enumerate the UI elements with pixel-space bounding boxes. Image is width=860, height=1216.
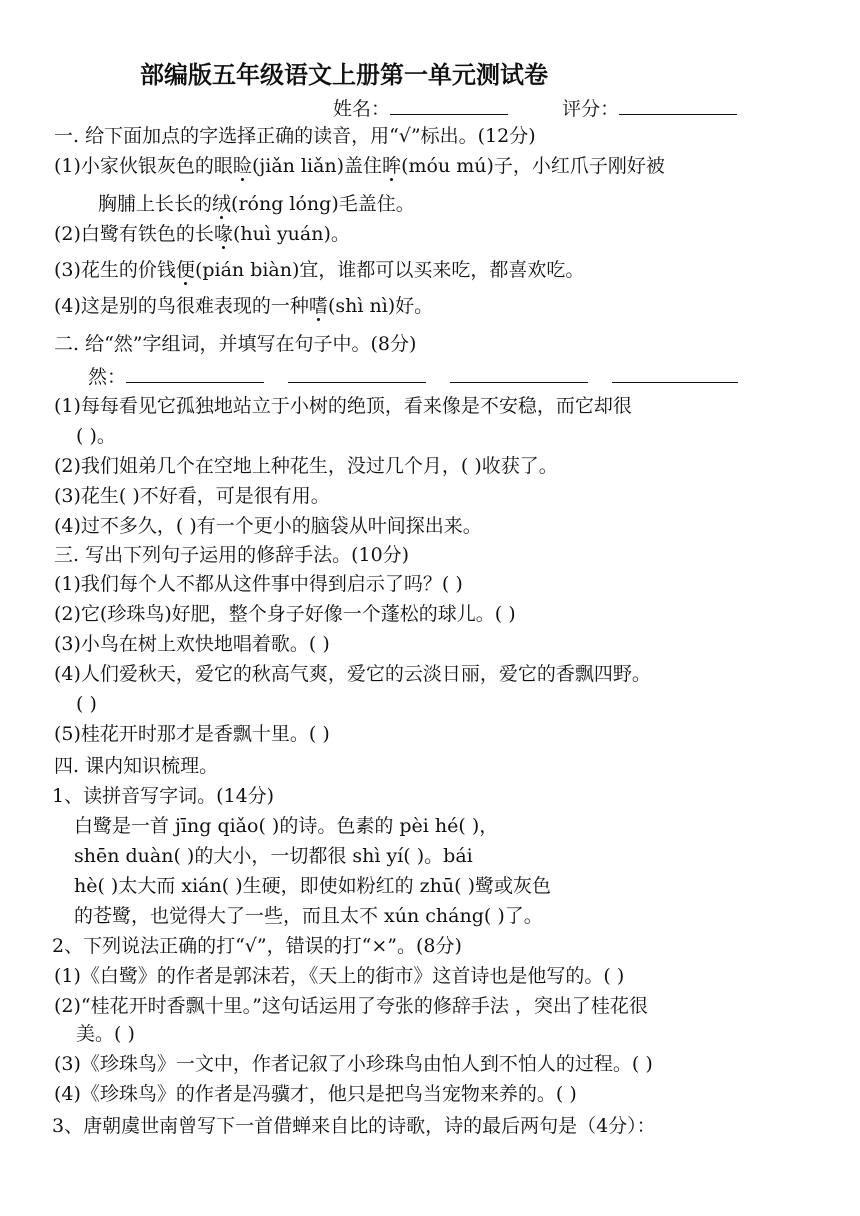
dotted-char: 便	[175, 259, 195, 281]
judge-question-1: (1)《白鹭》的作者是郭沫若，《天上的街市》这首诗也是他写的。( )	[54, 965, 625, 987]
s3-question-3: (3)小鸟在树上欢快地唱着歌。( )	[54, 633, 330, 655]
dotted-char: 嗜	[308, 295, 328, 317]
section-2-heading: 二. 给“然”字组词，并填写在句子中。(8分)	[54, 333, 417, 355]
dotted-char: 喙	[213, 223, 233, 245]
section-4-heading: 四. 课内知识梳理。	[54, 755, 219, 777]
section-3-heading: 三. 写出下列句子运用的修辞手法。(10分)	[54, 544, 410, 566]
s1-question-1-cont: 胸脯上长长的绒(róng lóng)毛盖住。	[98, 193, 415, 215]
s1-question-3: (3)花生的价钱便(pián biàn)宜，谁都可以买来吃，都喜欢吃。	[54, 259, 585, 281]
s1-question-4: (4)这是别的鸟很难表现的一种嗜(shì nì)好。	[54, 295, 434, 317]
judge-question-2-cont: 美。( )	[76, 1023, 135, 1045]
s2-question-1-cont: ( )。	[76, 425, 116, 447]
judge-question-4: (4)《珍珠鸟》的作者是冯骥才，他只是把鸟当宠物来养的。( )	[54, 1083, 577, 1105]
s3-question-2: (2)它(珍珠鸟)好肥，整个身子好像一个蓬松的球儿。( )	[54, 603, 516, 625]
dotted-char: 绒	[212, 193, 232, 215]
pinyin-line-2: shēn duàn( )的大小，一切都很 shì yí( )。bái	[74, 845, 473, 867]
ran-blanks	[88, 364, 738, 389]
name-label: 姓名：	[333, 98, 391, 120]
s3-question-5: (5)桂花开时那才是香飘十里。( )	[54, 723, 330, 745]
s4-part-3-heading: 3、唐朝虞世南曾写下一首借蝉来自比的诗歌，诗的最后两句是（4分）：	[52, 1115, 656, 1137]
name-field[interactable]	[390, 96, 508, 115]
s2-question-2: (2)我们姐弟几个在空地上种花生，没过几个月，( )收获了。	[54, 455, 558, 477]
pinyin-line-1: 白鹭是一首 jīng qiǎo( )的诗。色素的 pèi hé( )，	[74, 815, 499, 837]
s1-question-2: (2)白鹭有铁色的长喙(huì yuán)。	[54, 223, 350, 245]
s2-question-1: (1)每每看见它孤独地站立于小树的绝顶，看来像是不安稳，而它却很	[54, 395, 632, 417]
s2-question-4: (4)过不多久，( )有一个更小的脑袋从叶间探出来。	[54, 515, 482, 537]
judge-question-2: (2)“桂花开时香飘十里。”这句话运用了夸张的修辞手法 ，突出了桂花很	[54, 995, 648, 1017]
s1-question-1: (1)小家伙银灰色的眼睑(jiǎn liǎn)盖住眸(móu mú)子，小红爪子刚好被	[54, 155, 665, 177]
pinyin-line-4: 的苍鹭，也觉得大了一些，而且太不 xún cháng( )了。	[74, 905, 543, 927]
dotted-char: 睑	[232, 155, 252, 177]
section-1-heading: 一. 给下面加点的字选择正确的读音，用“√”标出。(12分)	[54, 125, 536, 147]
header-fields	[333, 96, 737, 121]
s3-question-1: (1)我们每个人不都从这件事中得到启示了吗？( )	[54, 573, 463, 595]
dotted-char: 眸	[382, 155, 402, 177]
judge-question-3: (3)《珍珠鸟》一文中，作者记叙了小珍珠鸟由怕人到不怕人的过程。( )	[54, 1053, 653, 1075]
s2-question-3: (3)花生( )不好看，可是很有用。	[54, 485, 330, 507]
s4-part-1-heading: 1、读拼音写字词。(14分)	[52, 785, 275, 807]
s3-question-4: (4)人们爱秋天，爱它的秋高气爽，爱它的云淡日丽，爱它的香飘四野。	[54, 663, 651, 685]
ran-blank-1[interactable]	[126, 364, 264, 383]
pinyin-line-3: hè( )太大而 xián( )生硬，即使如粉红的 zhū( )鹭或灰色	[74, 875, 551, 897]
page-title: 部编版五年级语文上册第一单元测试卷	[140, 61, 548, 89]
ran-blank-3[interactable]	[450, 364, 588, 383]
ran-blank-2[interactable]	[288, 364, 426, 383]
score-label: 评分：	[562, 98, 620, 120]
s4-part-2-heading: 2、下列说法正确的打“√”，错误的打“×”。(8分)	[52, 935, 462, 957]
s3-question-4-cont: ( )	[76, 693, 97, 715]
ran-blank-4[interactable]	[612, 364, 738, 383]
ran-label: 然：	[88, 366, 127, 388]
score-field[interactable]	[619, 96, 737, 115]
